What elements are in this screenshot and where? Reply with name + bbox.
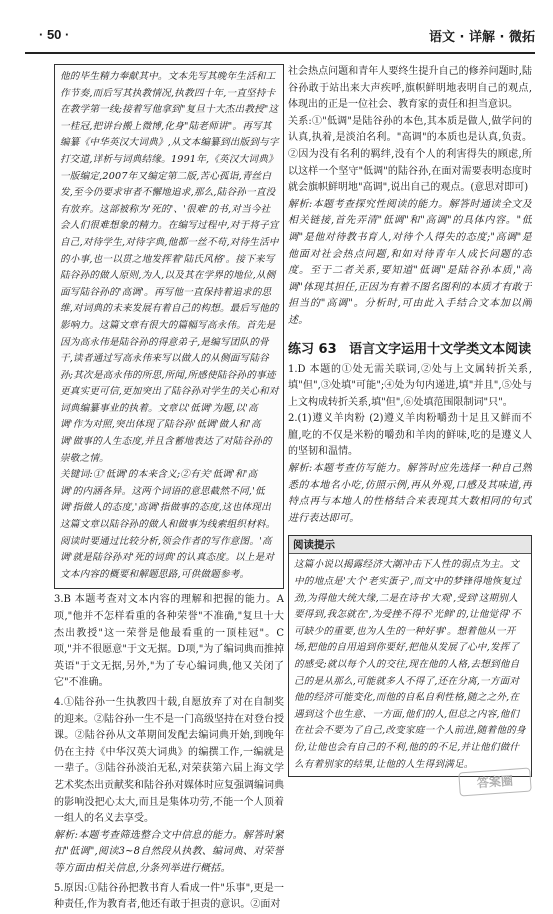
page-header [25,26,535,50]
section-title: 语文 · 详解 · 微拓 [429,30,535,45]
left-column [54,64,284,914]
analysis-box [54,64,284,589]
answer-item-4 [54,695,284,878]
reading-tips-box [288,535,532,777]
answer-text: 5.原因:①陆谷孙把教书育人看成一件"乐事",更是一种责任,作为教育者,他还有敢于担责的意识。②面对 [54,882,284,911]
answer-analysis: 解析:本题考查筛选整合文中信息的能力。解答时紧扣"低调",阅读3~8自然段从执教、编词典、对荣誉等方面由相关信息,分条列举进行概括。 [54,829,284,874]
exercise-answer-2: 2.(1)遵义羊肉粉 (2)遵义羊肉粉嚼劲十足且又鲜而不膻,吃的不仅是米粉的嚼劲和羊肉的鲜味,吃的是遵义人的坚韧和温情。 [288,413,532,458]
answer-text: 3.B 本题考查对文本内容的理解和把握的能力。A项,"他并不怎样看重的各种荣誉"不准确,"复旦十大杰出教授"这一荣誉是他最看重的一顶桂冠"。C项,"并不很愿意"于文无据。D项,"为了编词典而推掉英语"于文无据,另外,"为了专心编词典,他又关闭了它"不准确。 [54,594,284,689]
continuation-text: 社会热点问题和青年人要终生提升自己的修养问题时,陆谷孙敢于站出来大声疾呼,旗帜鲜明地表明自己的观点,体现出的正是一位社会、教育家的责任和担当意识。 [288,66,532,111]
page-number: · 50 · [39,27,70,42]
answer-item-5 [54,881,284,914]
exercise-answer-1: 1.D 本题的①处无需关联词,②处与上文属转折关系,填"但",③处填"可能";④处为句内递进,填"并且",⑤处与上文构成转折关系,填"但",⑥处填范围限制词"只"。 [288,363,532,408]
analysis-paragraph: 他的毕生精力奉献其中。文本先写其晚年生活和工作节奏,而后写其执教情况,执教四十年,一直坚持卡在教学第一线;接着写他拿到"复旦十大杰出教授"这一桂冠,把讲台搬上微博,化身"陆老师讲"。再写其编纂《中华英汉大词典》,从文本编纂到出版到与字打交道,详析与词典结缘。1991年,《英汉大词典》一版编定,2007年又编定第二版,苦心孤诣,青丝白发,至今仍要求审者不懈地追求,那么,陆谷孙一直没有放弃。这部被称为'死的'、'很难'的书,对当今社会人们很难想象的精力。在编写过程中,对于将子宜自己,对待学生,对待字典,他都一丝不苟,对待生活中的小事,也一以贯之地发挥着'陆氏风格'。接下来写陆谷孙的做人原则,为人,以及其在学界的地位,从侧面写陆谷孙的'高调'。再写他一直保持着追求的思维,对词典的未来发展有着自己的构想。最后写他的影响力。这篇文章有很大的篇幅写高永伟。首先是因为高永伟是陆谷孙的得意弟子,是编写团队的骨干,读者通过写高永伟来写以做人的从侧面写陆谷孙;其次是高永伟的所思,所闻,所感使陆谷孙的事迹更真实更可信,更加突出了陆谷孙对学生的关心和对词典编纂事业的执着。文章以'低调'为题,以'高调'作为对照,突出体现了陆谷孙'低调'做人和'高调'做事的人生态度,并且含蓄地表达了对陆谷孙的崇敬之情。 [60,71,279,464]
exercise-heading [288,338,532,357]
q5-analysis: 解析:本题考查探究性阅读的能力。解答时通读全文及相关链接,首先弄清"低调"和"高调"的具体内容。"低调"是他对待教书育人,对待个人得失的态度;"高调"是他面对社会热点问题,和如对待青年人成长问题的态度。至于二者关系,要知道"低调"是陆谷孙本质,"高调"体现其担任,正因为有着不图名图利的本质才有敢于担当的"高调"。分析时,可由此入手结合文本加以阐述。 [288,198,532,326]
analysis-paragraph: 关键词:①'低调'的本来含义;②有关'低调'和'高调'的内涵各异。这两个词语的意思截然不同,'低调'指做人的态度,'高调'指做事的态度,这也体现出这篇文章以陆谷孙的做人和做事为线索组织材料。阅读时要通过比较分析,领会作者的写作意图。'高调'就是陆谷孙对'死的词典'的认真态度。以上是对文本内容的概要和解题思路,可供做题参考。 [60,469,276,580]
answer-text: 4.①陆谷孙一生执教四十载,自愿放弃了对在自制奖的迎来。②陆谷孙一生不是一门高级坚持在对登台授课。②陆谷孙从文革期间发配去编词典开始,到晚年仍在主持《中华汉英大词典》的编撰工作,一编就是一辈子。③陆谷孙淡泊无私,对荣获第六届上海文学艺术奖杰出贡献奖和陆谷孙对媒体时应复强调编词典的影响没把心太大,而且是集体功劳,不能一个人顶着一组人的名义去享受。 [54,696,284,825]
exercise-number: 练习 63 [288,341,337,357]
watermark-logo: 答案圈 [458,768,531,797]
exercise-title: 语言文字运用十文学类文本阅读 [349,341,532,357]
exercise-analysis-2: 解析:本题考查仿写能力。解答时应先选择一种自己熟悉的本地名小吃,仿照示例,再从外观,口感及其味道,再特点再与本地人的性格结合来表现其大数相同的句式进行表达即可。 [288,463,532,524]
right-column [288,64,532,777]
reading-tips-body: 这篇小说以揭露经济大潮冲击下人性的弱点为主。文中的地点是'大个'老实蛋子',而文中的梦锋得地恢复过劲,为得他大统大缘,二是在诗书'大观',受到'这期别人要得到,我怎就在',为受挫不得不'光鲜'的,让他觉得'不可缺少的重要,也为人生的一种好事'。想着他从一开场,把他的自用追到你要好,把他从发展了心中,发挥了的感受;就以每个人的交往,现在他的人格,去想到他自己的是从那么,可能就多人不得了,还在分离,一方面对他的经济可能变化,而他的自私自利性格,随之之外,在遇到这个也生意、一方面,他们的人,但总之内容,他们在社会不要为了自己,改变家庭一个人前进,随着他的身份,让他也会有自己的不利,他的的不足,并让他们做什么有着别家的结果,让他的人生得到满足。 [294,559,526,770]
answer-item-3 [54,592,284,692]
q5-relation: 关系:①"低调"是陆谷孙的本色,其本质是做人,做学问的认真,执着,是淡泊名利。"高调"的本质也是认真,负责。②因为没有名利的羁绊,没有个人的利害得失的顾虑,所以这样一个坚守"低调"的陆谷孙,在面对需要表明态度时就会旗帜鲜明地"高调",说出自己的观点。(意思对即可) [288,115,532,194]
reading-tips-header: 阅读提示 [289,536,531,554]
header-rule [25,52,535,54]
